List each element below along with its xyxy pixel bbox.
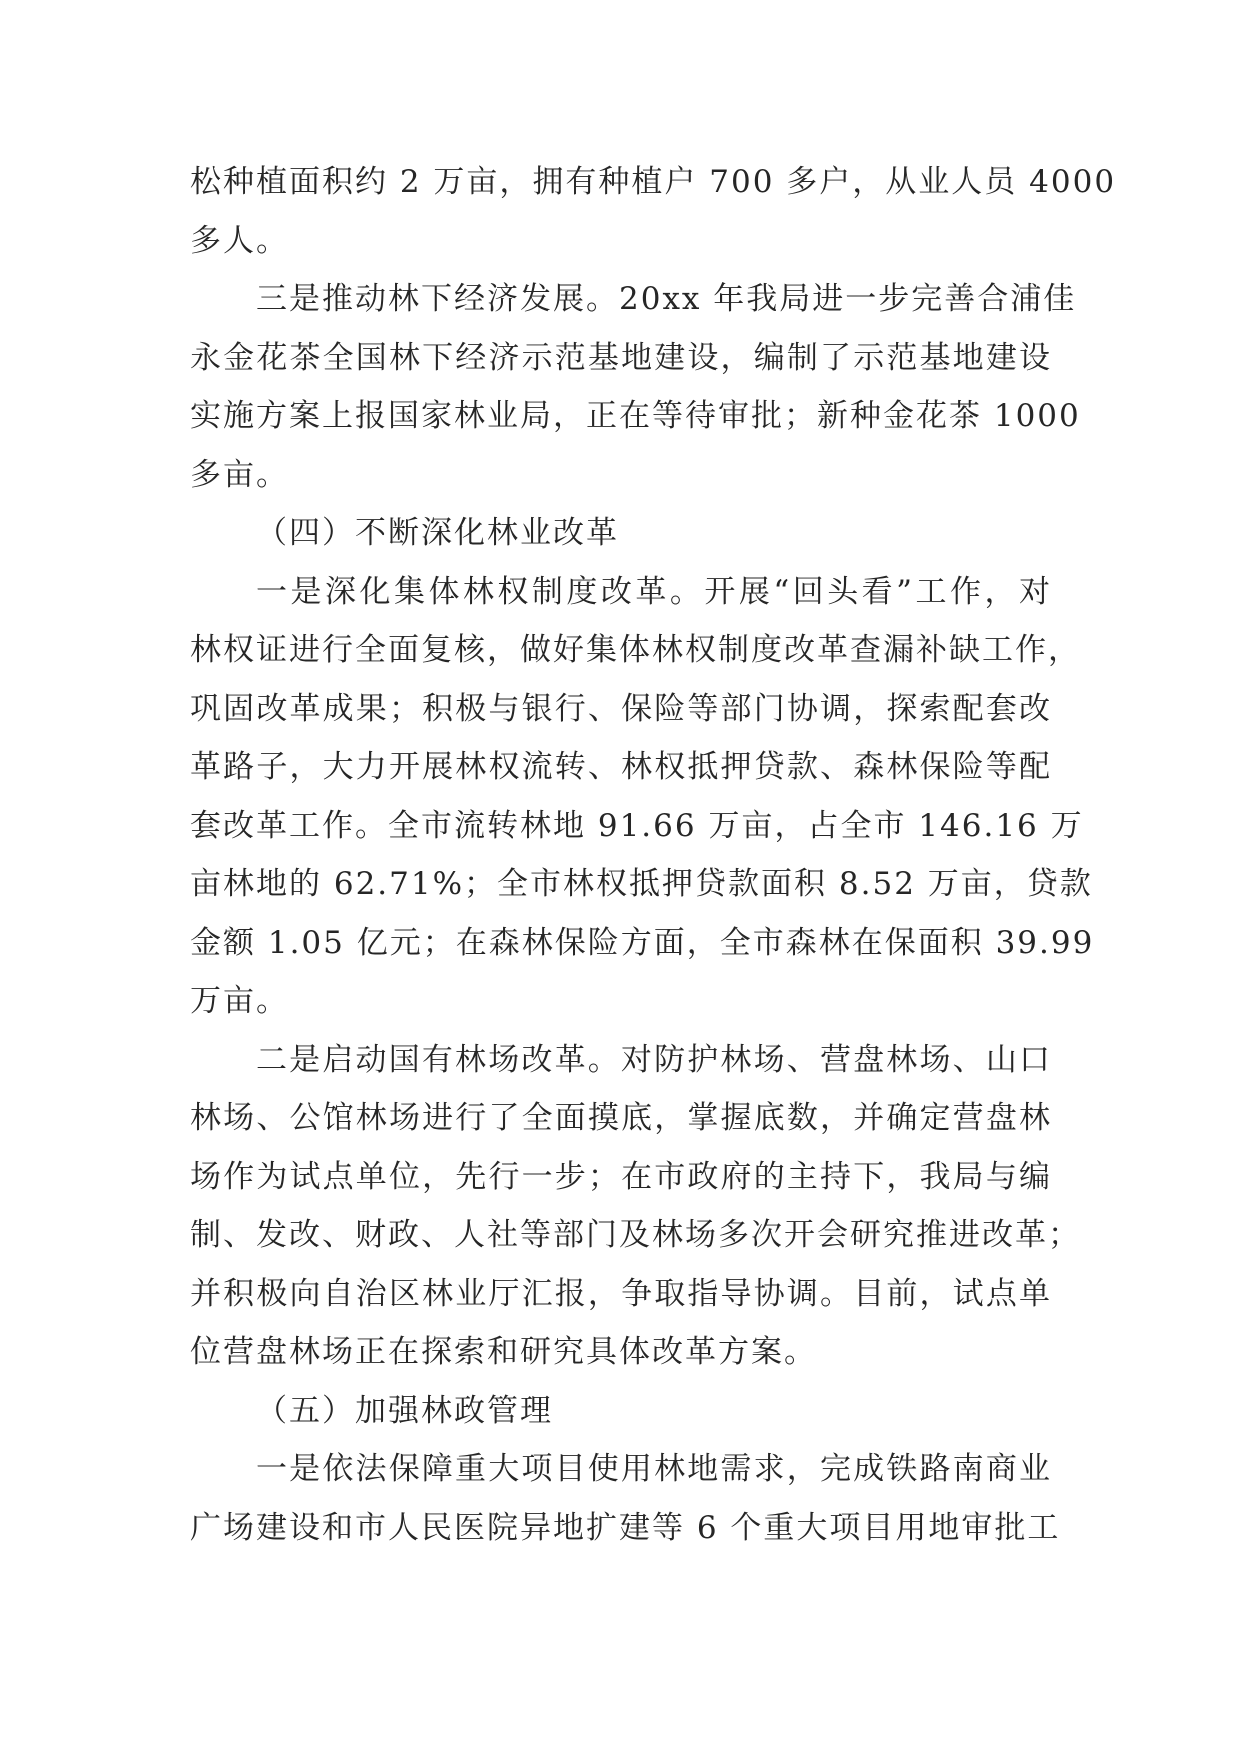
text-line: 位营盘林场正在探索和研究具体改革方案。 xyxy=(190,1334,817,1370)
paragraph-start-line: 三是推动林下经济发展。20xx 年我局进一步完善合浦佳 xyxy=(256,281,1077,317)
text-line: 多人。 xyxy=(190,222,289,259)
paragraph-start-line: 二是启动国有林场改革。对防护林场、营盘林场、山口 xyxy=(256,1041,1052,1078)
text-line: 套改革工作。全市流转林地 91.66 万亩，占全市 146.16 万 xyxy=(190,807,1084,844)
text-line: 多亩。 xyxy=(190,456,289,493)
document-body xyxy=(190,153,1117,1557)
text-line: 亩林地的 62.71%；全市林权抵押贷款面积 8.52 万亩，贷款 xyxy=(190,866,1093,902)
text-line: 广场建设和市人民医院异地扩建等 6 个重大项目用地审批工 xyxy=(190,1509,1061,1546)
section-heading: （四）不断深化林业改革 xyxy=(256,515,619,551)
text-line: 巩固改革成果；积极与银行、保险等部门协调，探索配套改 xyxy=(190,690,1052,727)
text-line: 万亩。 xyxy=(190,983,289,1019)
text-line: 林场、公馆林场进行了全面摸底，掌握底数，并确定营盘林 xyxy=(190,1100,1052,1136)
paragraph-start-line: 一是深化集体林权制度改革。开展“回头看”工作，对 xyxy=(256,573,1052,610)
section-heading: （五）加强林政管理 xyxy=(256,1392,553,1429)
text-line: 金额 1.05 亿元；在森林保险方面，全市森林在保面积 39.99 xyxy=(190,924,1095,961)
text-line: 林权证进行全面复核，做好集体林权制度改革查漏补缺工作， xyxy=(190,632,1081,668)
text-line: 场作为试点单位，先行一步；在市政府的主持下，我局与编 xyxy=(190,1158,1052,1195)
text-line: 革路子，大力开展林权流转、林权抵押贷款、森林保险等配 xyxy=(190,749,1052,785)
text-line: 实施方案上报国家林业局，正在等待审批；新种金花茶 1000 xyxy=(190,398,1081,434)
text-line: 永金花茶全国林下经济示范基地建设，编制了示范基地建设 xyxy=(190,339,1052,376)
paragraph-start-line: 一是依法保障重大项目使用林地需求，完成铁路南商业 xyxy=(256,1451,1052,1487)
text-line: 并积极向自治区林业厅汇报，争取指导协调。目前，试点单 xyxy=(190,1275,1052,1312)
text-line: 松种植面积约 2 万亩，拥有种植户 700 多户，从业人员 4000 xyxy=(190,164,1117,200)
text-line: 制、发改、财政、人社等部门及林场多次开会研究推进改革； xyxy=(190,1217,1081,1253)
